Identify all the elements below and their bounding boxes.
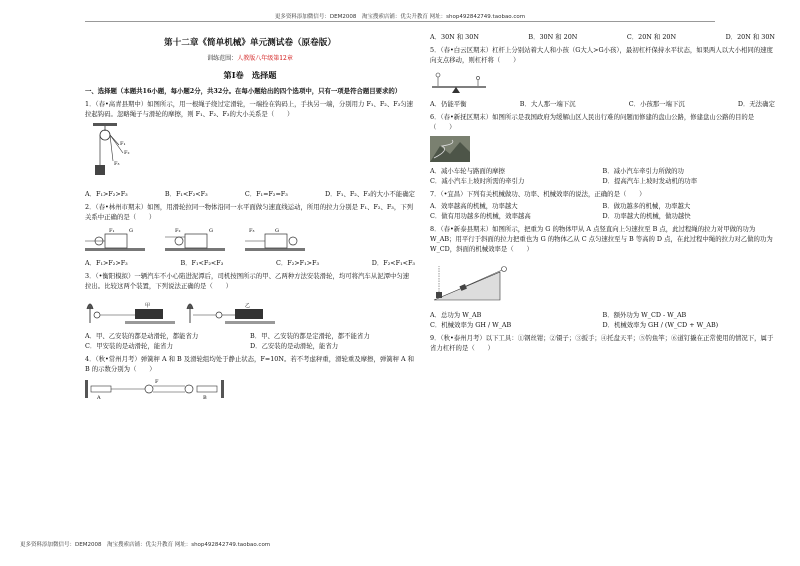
label-b: B: [203, 395, 207, 400]
label-yi: 乙: [245, 303, 251, 309]
question-3: [85, 271, 415, 351]
option-a[interactable]: A．F₁>F₂>F₃: [85, 259, 128, 267]
option-c[interactable]: C．F₂>F₁>F₃: [276, 259, 320, 267]
question-stem: 6．（春•新抚区期末）如图所示是我国政府为缓解山区人民出行难的问题而修建的盘山公路，修建盘山公路的目的是（ ）: [430, 113, 755, 131]
options-q4: [430, 32, 775, 42]
question-6: [430, 112, 775, 186]
option-b[interactable]: B．额外功为 W_CD - W_AB: [602, 311, 687, 319]
car-pulley-figure-q3: [85, 295, 415, 327]
option-a[interactable]: A．仍能平衡: [430, 100, 467, 108]
question-4: [85, 354, 415, 400]
question-2: [85, 202, 415, 268]
label-f: F: [155, 379, 159, 385]
option-b[interactable]: B．做功越多的机械，功率越大: [602, 202, 691, 210]
q2-g1-label: G: [129, 228, 133, 234]
f3-label: F₃: [114, 161, 120, 167]
option-c[interactable]: C．F₁=F₂=F₃: [244, 190, 288, 198]
spring-scale-figure-q4: [85, 378, 415, 400]
option-c[interactable]: C．小孩那一端下沉: [628, 100, 685, 108]
option-b[interactable]: B．甲、乙安装的都是定滑轮，都不能省力: [250, 332, 370, 340]
section-title: 第Ⅰ卷 选择题: [223, 70, 277, 80]
bottom-banner: 更多资料添加微信号：DEM2008 淘宝搜索店铺：优尖升教育 网址：shop492842749.taobao.com: [20, 542, 271, 548]
incline-figure-q8: [430, 258, 775, 306]
range-value: 人教版八年级第12章: [237, 55, 293, 62]
question-9: [430, 333, 775, 353]
option-c[interactable]: C．甲安装的是动滑轮，能省力: [85, 342, 173, 350]
top-banner: 更多资料添加微信号：DEM2008 淘宝搜索店铺：优尖升教育 网址：shop492842749.taobao.com: [274, 14, 526, 20]
option-b[interactable]: B．减小汽车牵引力所做的功: [602, 167, 684, 175]
question-stem: 8．（春•新泰县期末）如图所示，把重为 G 的物体甲从 A 点竖直向上匀速拉至 B 点，此过程绳的拉力对甲做的功为 W_AB；用平行于斜面的拉力把重也为 G 的物体乙从 C 点匀速拉至与 B 等高的 D 点，在此过程中绳的拉力对乙做的功为 W_CD，斜面的机械效率是（ ）: [430, 225, 773, 253]
option-a[interactable]: A．总功为 W_AB: [430, 311, 482, 319]
question-stem: 1．（春•高青县期中）如图所示，用一根绳子绕过定滑轮，一端拴在钩码上，手执另一端，分别用力 F₁、F₂、F₃匀速拉起钩码。忽略绳子与滑轮的摩擦，则 F₁、F₂、F₃的大小关系是（ ）: [85, 100, 414, 118]
option-a[interactable]: A．F₁>F₂>F₃: [85, 190, 128, 198]
option-c[interactable]: C．做有用功越多的机械，效率越高: [430, 212, 531, 220]
options-q8: [430, 310, 775, 330]
option-d[interactable]: D．20N 和 30N: [725, 33, 775, 41]
options-q1: [85, 189, 415, 199]
seesaw-figure-q5: [430, 69, 775, 95]
option-d[interactable]: D．乙安装的是动滑轮，能省力: [250, 342, 339, 350]
option-a[interactable]: A．30N 和 30N: [430, 33, 479, 41]
f2-label: F₂: [124, 150, 130, 156]
question-7: [430, 189, 775, 221]
mountain-road-photo: [430, 136, 775, 162]
option-d[interactable]: D．F₂<F₁<F₃: [371, 259, 415, 267]
q2-f1-label: F₁: [109, 228, 115, 234]
option-b[interactable]: B．大人那一端下沉: [519, 100, 576, 108]
option-a[interactable]: A．效率越高的机械，功率越大: [430, 202, 518, 210]
question-stem: 7．（•宜昌）下列有关机械做功、功率、机械效率的说法，正确的是（ ）: [430, 190, 646, 198]
label-a: A: [97, 395, 101, 400]
instructions: 一、选择题（本题共16小题，每小题2分，共32分。在每小题给出的四个选项中，只有一项是符合题目要求的）: [85, 87, 402, 95]
options-q7: [430, 201, 775, 221]
option-b[interactable]: B．30N 和 20N: [528, 33, 578, 41]
option-d[interactable]: D．F₁、F₂、F₃的大小不能确定: [324, 190, 415, 198]
question-stem: 3．（•衡阳模拟）一辆汽车不小心陷进泥潭后，司机按图所示的甲、乙两种方法安装滑轮，均可将汽车从泥潭中匀速拉出。比较这两个装置，下列说法正确的是（ ）: [85, 272, 410, 290]
f1-label: F₁: [120, 141, 126, 147]
options-q3: [85, 331, 415, 351]
pulley-figure-q1: [85, 123, 415, 185]
option-b[interactable]: B．F₁<F₂<F₃: [180, 259, 224, 267]
option-c[interactable]: C．机械效率为 GH / W_AB: [430, 321, 512, 329]
options-q6: [430, 166, 775, 186]
option-a[interactable]: A．减小车轮与路面的摩擦: [430, 167, 505, 175]
q2-f2-label: F₂: [175, 228, 181, 234]
question-8: [430, 224, 775, 330]
options-q2: [85, 258, 415, 268]
range-prefix: 训练范围：: [207, 55, 238, 62]
option-c[interactable]: C．20N 和 20N: [626, 33, 677, 41]
question-stem: 9．（秋•泰州月考）以下工具：①钢丝钳；②镊子；③扳手；④托盘天平；⑤钓鱼竿；⑥道钉撬在正常使用的情况下，属于省力杠杆的是（ ）: [430, 334, 774, 352]
pulley-figure-q2: [85, 226, 415, 254]
question-5: [430, 45, 775, 109]
options-q5: [430, 99, 775, 109]
question-stem: 2．（春•林州市期末）如图，用滑轮拉同一物体沿同一水平面做匀速直线运动，所用的拉力分别是 F₁、F₂、F₃，下列关系中正确的是（ ）: [85, 203, 414, 221]
training-range: [85, 54, 415, 64]
q2-g3-label: G: [275, 228, 279, 234]
right-column: [430, 30, 775, 353]
option-c[interactable]: C．减小汽车上坡时所需的牵引力: [430, 177, 525, 185]
option-d[interactable]: D．功率越大的机械，做功越快: [602, 212, 691, 220]
left-column: [85, 30, 415, 404]
option-a[interactable]: A．甲、乙安装的都是动滑轮，都能省力: [85, 332, 199, 340]
question-stem: 4．（秋•常州月考）弹簧秤 A 和 B 及滑轮组均处于静止状态，F=10N。若不考虑秤重，滑轮重及摩擦，弹簧秤 A 和 B 的示数分别为（ ）: [85, 355, 415, 373]
option-b[interactable]: B．F₁<F₂<F₃: [164, 190, 208, 198]
question-1: [85, 99, 415, 199]
option-d[interactable]: D．无法确定: [737, 100, 775, 108]
label-jia: 甲: [145, 303, 151, 309]
q2-f3-label: F₃: [249, 228, 255, 234]
header-divider: [85, 21, 715, 22]
option-d[interactable]: D．提高汽车上坡时发动机的功率: [602, 177, 698, 185]
question-stem: 5．（春•白云区期末）杠杆上分别站着大人和小孩（G大人>G小孩），最初杠杆保持水平状态，如果两人以大小相同的速度向支点移动，则杠杆将（ ）: [430, 46, 773, 64]
option-d[interactable]: D．机械效率为 GH / (W_CD + W_AB): [602, 321, 719, 329]
page-title: 第十二章《简单机械》单元测试卷（原卷版）: [164, 38, 336, 48]
q2-g2-label: G: [209, 228, 213, 234]
